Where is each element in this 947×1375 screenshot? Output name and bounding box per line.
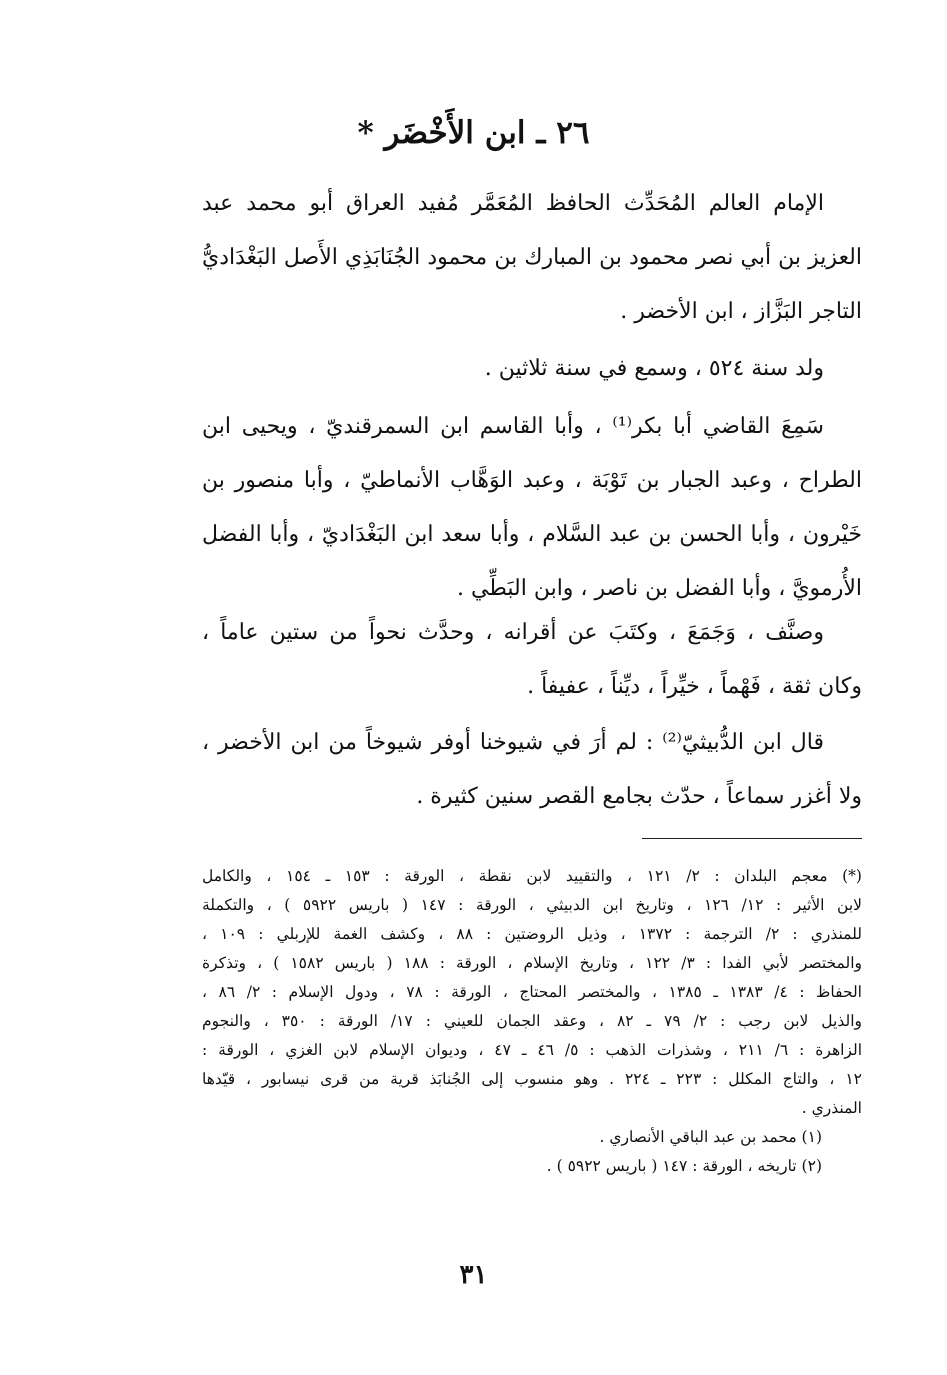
text-line: الأُرمويَّ ، وأبا الفضل بن ناصر ، وابن البَطِّي . — [457, 576, 862, 601]
paragraph-quote — [202, 716, 862, 824]
footnote-line: والمختصر لأبي الفدا : ٣/ ١٢٢ ، وتاريخ الإسلام ، الورقة : ١٨٨ ( باريس ١٥٨٢ ) ، وتذكرة — [202, 954, 862, 972]
text-line: وصنَّف ، وَجَمَعَ ، وكتَبَ عن أقرانه ، وحدَّث نحواً من ستين عاماً ، — [202, 620, 824, 645]
text-line: التاجر البَزَّاز ، ابن الأخضر . — [620, 299, 862, 324]
entry-title: ٢٦ ـ ابن الأَخْضَر * — [357, 115, 590, 151]
text-line: العزيز بن أبي نصر محمود بن المبارك بن محمود الجُنَابَذِي الأَصل البَغْدَاديُّ — [202, 245, 862, 270]
paragraph-works — [202, 606, 862, 714]
text-line: وكان ثقة ، فَهْماً ، خيِّراً ، ديِّناً ، عفيفاً . — [527, 674, 862, 699]
footnote-line: المنذري . — [801, 1099, 862, 1117]
text-line: قال ابن الدُّبيثيّ⁽²⁾ : لم أرَ في شيوخنا أوفر شيوخاً من ابن الأخضر ، — [202, 730, 824, 755]
text-line: الطراح ، وعبد الجبار بن تَوْبَة ، وعبد الوَهَّاب الأنماطيّ ، وأبا منصور بن — [202, 468, 862, 493]
footnote-line: (*) معجم البلدان : ٢/ ١٢١ ، والتقييد لابن نقطة ، الورقة : ١٥٣ ـ ١٥٤ ، والكامل — [202, 867, 862, 885]
footnotes — [202, 862, 862, 1181]
footnote-1: (١) محمد بن عبد الباقي الأنصاري . — [599, 1128, 822, 1146]
paragraph-biography — [202, 177, 862, 339]
text-line: سَمِعَ القاضي أبا بكر⁽¹⁾ ، وأبا القاسم ابن السمرقنديّ ، ويحيى ابن — [202, 414, 824, 439]
footnote-line: للمنذري : ٢/ الترجمة : ١٣٧٢ ، وذيل الروضتين : ٨٨ ، وكشف الغمة للإربلي : ١٠٩ ، — [202, 925, 862, 943]
footnote-line: ١٢ ، والتاج المكلل : ٢٢٣ ـ ٢٢٤ . وهو منسوب إلى الجُنابَذ قرية من قرى نيسابور ، قيّدها — [202, 1070, 862, 1088]
text-line: خَيْرون ، وأبا الحسن بن عبد السَّلام ، وأبا سعد ابن البَغْدَاديّ ، وأبا الفضل — [202, 522, 862, 547]
text-line: ولا أغزر سماعاً ، حدّث بجامع القصر سنين كثيرة . — [416, 784, 862, 809]
footnote-sources — [202, 862, 862, 1123]
footnote-2: (٢) تاريخه ، الورقة : ١٤٧ ( باريس ٥٩٢٢ ) . — [546, 1157, 822, 1175]
text-line: ولد سنة ٥٢٤ ، وسمع في سنة ثلاثين . — [484, 356, 824, 381]
footnote-line: لابن الأثير : ١٢/ ١٢٦ ، وتاريخ ابن الدبيثي ، الورقة : ١٤٧ ( باريس ٥٩٢٢ ) ، والتكملة — [202, 896, 863, 914]
footnote-line: الزاهرة : ٦/ ٢١١ ، وشذرات الذهب : ٥/ ٤٦ ـ ٤٧ ، وديوان الإسلام لابن الغزي ، الورقة : — [202, 1041, 863, 1059]
page-number: ٣١ — [459, 1260, 488, 1290]
footnote-separator — [642, 838, 862, 839]
paragraph-teachers — [202, 400, 862, 616]
footnote-line: والذيل لابن رجب : ٢/ ٧٩ ـ ٨٢ ، وعقد الجمان للعيني : ١٧/ الورقة : ٣٥٠ ، والنجوم — [202, 1012, 862, 1030]
footnote-line: الحفاظ : ٤/ ١٣٨٣ ـ ١٣٨٥ ، والمختصر المحتاج ، الورقة : ٧٨ ، ودول الإسلام : ٢/ ٨٦ ، — [202, 983, 862, 1001]
text-line: الإمام العالم المُحَدِّث الحافظ المُعَمَّر مُفيد العراق أبو محمد عبد — [202, 191, 824, 216]
paragraph-birth — [202, 342, 862, 396]
